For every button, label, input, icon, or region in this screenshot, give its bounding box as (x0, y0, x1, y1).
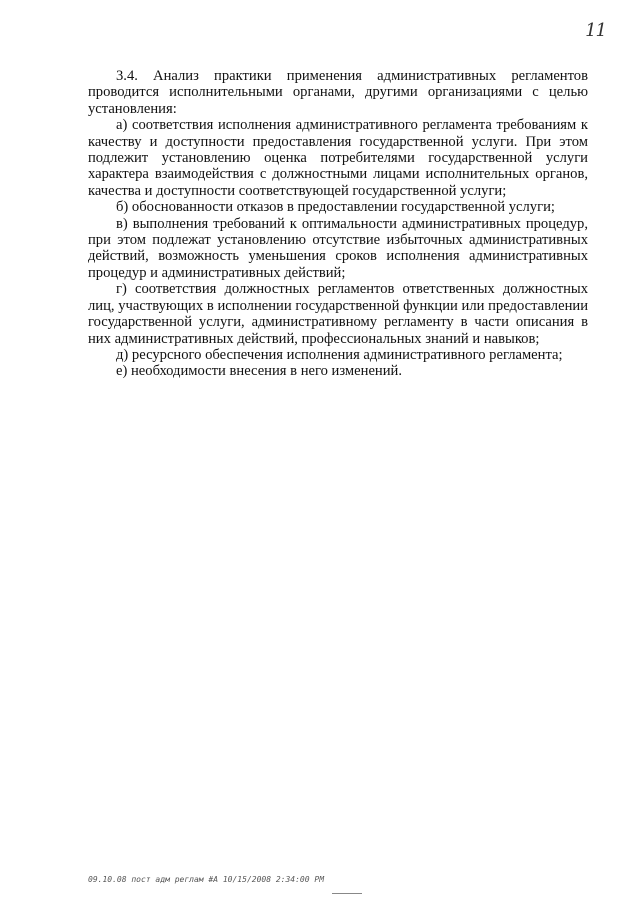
paragraph-item-b: б) обоснованности отказов в предоставлении государственной услуги; (116, 199, 555, 216)
footer-print-stamp: 09.10.08 пост адм реглам #А 10/15/2008 2:34:00 PM (88, 875, 325, 884)
paragraph-item-a: а) соответствия исполнения административного регламента требованиям к качеству и доступности предоставления государственной услуги. При этом подлежит установлению оценка потребителями государственной услуги характера взаимодействия с должностными лицами исполнительных органов, качества и доступности соответствующей государственной услуги; (88, 117, 588, 199)
paragraph-item-g: г) соответствия должностных регламентов ответственных должностных лиц, участвующих в исполнении государственной функции или предоставлении государственной услуги, административному регламенту в части описания в них административных действий, профессиональных знаний и навыков; (88, 281, 588, 347)
paragraph-item-e: е) необходимости внесения в него изменений. (116, 363, 402, 380)
page-number: 11 (585, 20, 606, 41)
paragraph-intro: 3.4. Анализ практики применения административных регламентов проводится исполнительными органами, другими организациями с целью установления: (88, 68, 588, 117)
paragraph-item-d: д) ресурсного обеспечения исполнения административного регламента; (116, 346, 563, 363)
footer-scan-mark (332, 893, 362, 894)
paragraph-item-v: в) выполнения требований к оптимальности административных процедур, при этом подлежат установлению отсутствие избыточных административных действий, возможность уменьшения сроков исполнения административных процедур и административных действий; (88, 215, 588, 281)
document-body (88, 68, 588, 380)
